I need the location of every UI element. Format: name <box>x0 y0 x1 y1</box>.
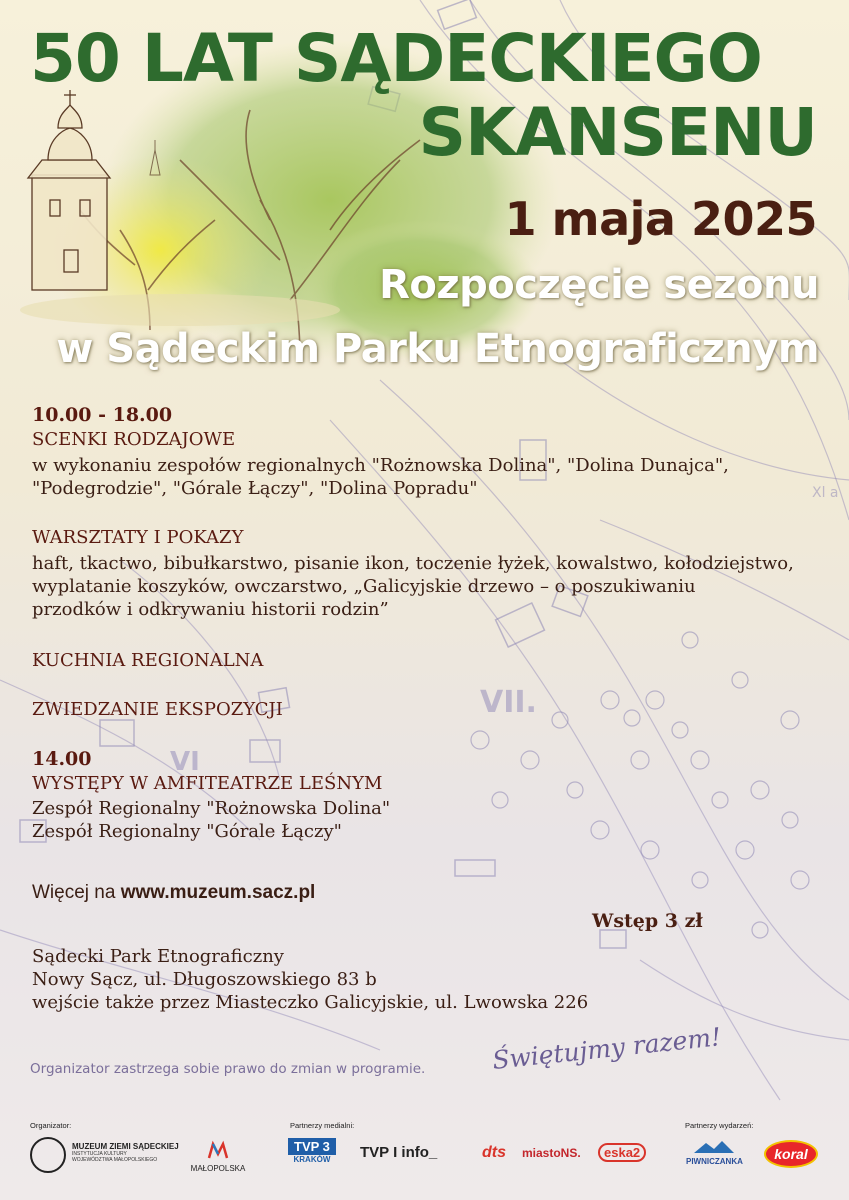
heading-exhibition: ZWIEDZANIE EKSPOZYCJI <box>32 699 283 720</box>
more-prefix: Więcej na <box>32 882 116 903</box>
dts-logo: dts <box>482 1144 506 1161</box>
workshops-text-2: wyplatanie koszyków, owczarstwo, „Galicyjskie drzewo – o poszukiwaniu <box>32 576 696 597</box>
subtitle-line-1: Rozpoczęcie sezonu <box>379 262 819 308</box>
time-afternoon: 14.00 <box>32 748 92 770</box>
heading-amphitheatre: WYSTĘPY W AMFITEATRZE LEŚNYM <box>32 773 383 794</box>
scenes-text-1: w wykonaniu zespołów regionalnych "Rożnowska Dolina", "Dolina Dunajca", <box>32 455 729 476</box>
scenes-text-2: "Podegrodzie", "Górale Łączy", "Dolina Popradu" <box>32 478 478 499</box>
website-link[interactable]: www.muzeum.sacz.pl <box>120 882 316 903</box>
heading-workshops: WARSZTATY I POKAZY <box>32 527 244 548</box>
piwniczanka-text: PIWNICZANKA <box>686 1157 743 1166</box>
workshops-text-3: przodków i odkrywaniu historii rodzin” <box>32 599 389 620</box>
museum-seal-icon <box>30 1137 66 1173</box>
event-partners-label: Partnerzy wydarzeń: <box>685 1121 754 1130</box>
organizer-label: Organizator: <box>30 1121 72 1130</box>
disclaimer: Organizator zastrzega sobie prawo do zmian w programie. <box>30 1061 426 1077</box>
malopolska-logo <box>188 1140 248 1173</box>
subtitle-line-2: w Sądeckim Parku Etnograficznym <box>56 326 819 372</box>
piwniczanka-logo <box>686 1138 742 1166</box>
svg-text:VI: VI <box>170 747 200 777</box>
address-line-3: wejście także przez Miasteczko Galicyjskie, ul. Lwowska 226 <box>32 992 589 1013</box>
mountain-icon <box>694 1141 734 1153</box>
tvp3-logo <box>288 1138 336 1164</box>
koral-logo: koral <box>764 1140 818 1168</box>
address-line-1: Sądecki Park Etnograficzny <box>32 946 284 967</box>
performer-1: Zespół Regionalny "Rożnowska Dolina" <box>32 798 391 819</box>
performer-2: Zespół Regionalny "Górale Łączy" <box>32 821 342 842</box>
heading-scenes: SCENKI RODZAJOWE <box>32 429 236 450</box>
svg-text:Xl a: Xl a <box>812 485 839 501</box>
miasto-logo: miastoNS. <box>522 1146 581 1160</box>
title-line-2: SKANSENU <box>418 94 817 171</box>
entry-fee: Wstęp 3 zł <box>592 910 703 932</box>
heading-cuisine: KUCHNIA REGIONALNA <box>32 650 264 671</box>
eska-logo: eska2 <box>598 1143 646 1162</box>
media-partners-label: Partnerzy medialni: <box>290 1121 355 1130</box>
more-info <box>32 882 315 904</box>
tvp3-text: TVP 3 <box>288 1138 336 1155</box>
event-date: 1 maja 2025 <box>504 192 817 246</box>
workshops-text-1: haft, tkactwo, bibułkarstwo, pisanie ikon, toczenie łyżek, kowalstwo, kołodziejstwo, <box>32 553 794 574</box>
address-line-2: Nowy Sącz, ul. Długoszowskiego 83 b <box>32 969 377 990</box>
museum-sub-2: WOJEWÓDZTWA MAŁOPOLSKIEGO <box>72 1157 158 1163</box>
museum-logo <box>72 1142 179 1163</box>
time-morning: 10.00 - 18.00 <box>32 404 173 426</box>
tvp3-city: KRAKÓW <box>293 1155 331 1164</box>
celebrate-slogan: Świętujmy razem! <box>490 1022 723 1075</box>
svg-text:VII.: VII. <box>480 685 537 720</box>
malopolska-text: MAŁOPOLSKA <box>190 1164 246 1173</box>
tvp-info-logo: TVP I info_ <box>360 1144 438 1161</box>
malopolska-icon <box>207 1140 229 1160</box>
museum-name: MUZEUM ZIEMI SĄDECKIEJ <box>72 1142 179 1151</box>
museum-sub-1: INSTYTUCJA KULTURY <box>72 1151 127 1157</box>
title-line-1: 50 LAT SĄDECKIEGO <box>30 20 762 97</box>
